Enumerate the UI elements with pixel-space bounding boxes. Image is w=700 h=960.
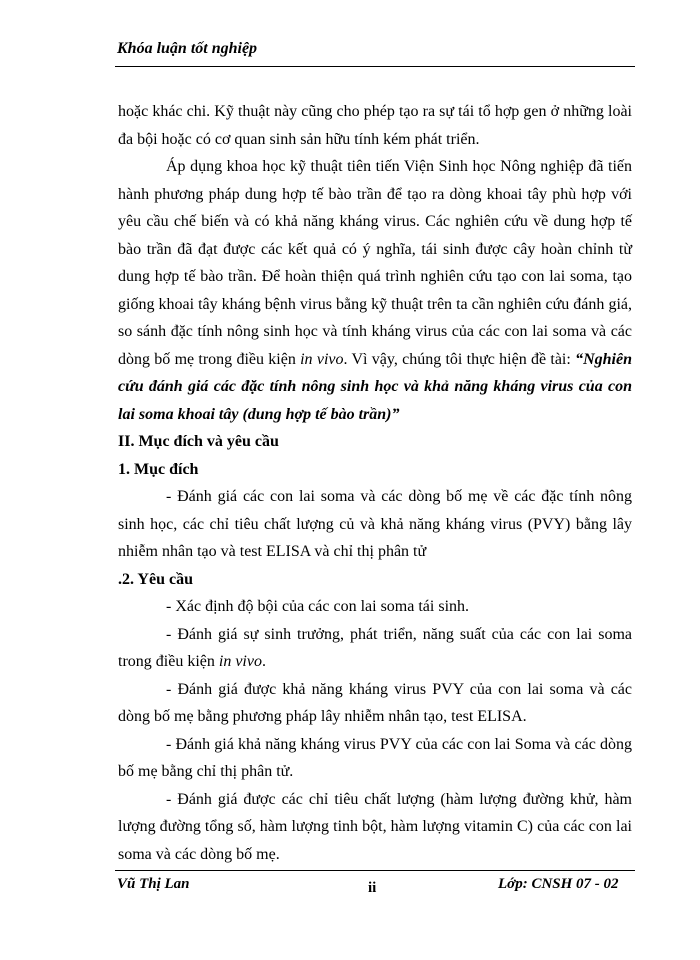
thesis-title-quote: “Nghiên cứu đánh giá các đặc tính nông sinh học và khả năng kháng virus của con lai soma khoai tây (dung hợp tế bào trần)” bbox=[118, 350, 632, 423]
subsection-heading-requirements: .2. Yêu cầu bbox=[118, 570, 193, 588]
in-vivo-term: in vivo bbox=[300, 350, 344, 368]
paragraph-application-text: Áp dụng khoa học kỹ thuật tiên tiến Viện Sinh học Nông nghiệp đã tiến hành phương pháp dung hợp tế bào trần để tạo ra dòng khoai tây phù hợp với yêu cầu chế biến và có khả năng kháng virus. Các nghiên cứu về dung hợp tế bào trần đã đạt được các kết quả có ý nghĩa, tái sinh được cây hoàn chỉnh từ dung hợp tế bào trần. Để hoàn thiện quá trình nghiên cứu tạo con lai soma, tạo giống khoai tây kháng bệnh virus bằng kỹ thuật trên ta cần nghiên cứu đánh giá, so sánh đặc tính nông sinh học và tính kháng virus của các con lai soma và các dòng bố mẹ trong điều kiện bbox=[118, 158, 632, 368]
section-heading: II. Mục đích và yêu cầu bbox=[118, 433, 279, 450]
list-item: - Đánh giá khả năng kháng virus PVY của các con lai Soma và các dòng bố mẹ bằng chỉ thị phân tử. bbox=[118, 735, 632, 780]
paragraph-application-tail: . Vì vậy, chúng tôi thực hiện đề tài: bbox=[343, 350, 571, 368]
list-item bbox=[118, 621, 632, 676]
list-item-end: . bbox=[261, 653, 266, 670]
document-body bbox=[118, 98, 632, 868]
footer-author: Vũ Thị Lan bbox=[117, 876, 190, 892]
in-vivo-term: in vivo bbox=[218, 653, 262, 670]
page-number: ii bbox=[368, 880, 377, 896]
list-item-text: - Đánh giá sự sinh trưởng, phát triển, năng suất của các con lai soma trong điều kiện bbox=[118, 625, 632, 670]
list-item: - Đánh giá được các chỉ tiêu chất lượng (hàm lượng đường khử, hàm lượng đường tổng số, hàm lượng tinh bột, hàm lượng vitamin C) của các con lai soma và các dòng bố mẹ. bbox=[118, 790, 632, 863]
footer-divider bbox=[115, 870, 635, 871]
footer-class: Lớp: CNSH 07 - 02 bbox=[498, 876, 619, 892]
list-item: - Xác định độ bội của các con lai soma tái sinh. bbox=[166, 598, 470, 615]
subsection-heading-purpose: 1. Mục đích bbox=[118, 460, 199, 478]
list-item: - Đánh giá được khả năng kháng virus PVY của con lai soma và các dòng bố mẹ bằng phương pháp lây nhiễm nhân tạo, test ELISA. bbox=[118, 680, 632, 725]
paragraph-continuation: hoặc khác chi. Kỹ thuật này cũng cho phép tạo ra sự tái tổ hợp gen ở những loài đa bội hoặc có cơ quan sinh sản hữu tính kém phát triển. bbox=[118, 103, 632, 148]
header-title: Khóa luận tốt nghiệp bbox=[117, 40, 258, 57]
list-item: - Đánh giá các con lai soma và các dòng bố mẹ về các đặc tính nông sinh học, các chỉ tiêu chất lượng củ và khả năng kháng virus (PVY) bằng lây nhiễm nhân tạo và test ELISA và chỉ thị phân tử bbox=[118, 488, 632, 560]
paragraph-application bbox=[118, 153, 632, 428]
header-divider bbox=[115, 66, 635, 67]
